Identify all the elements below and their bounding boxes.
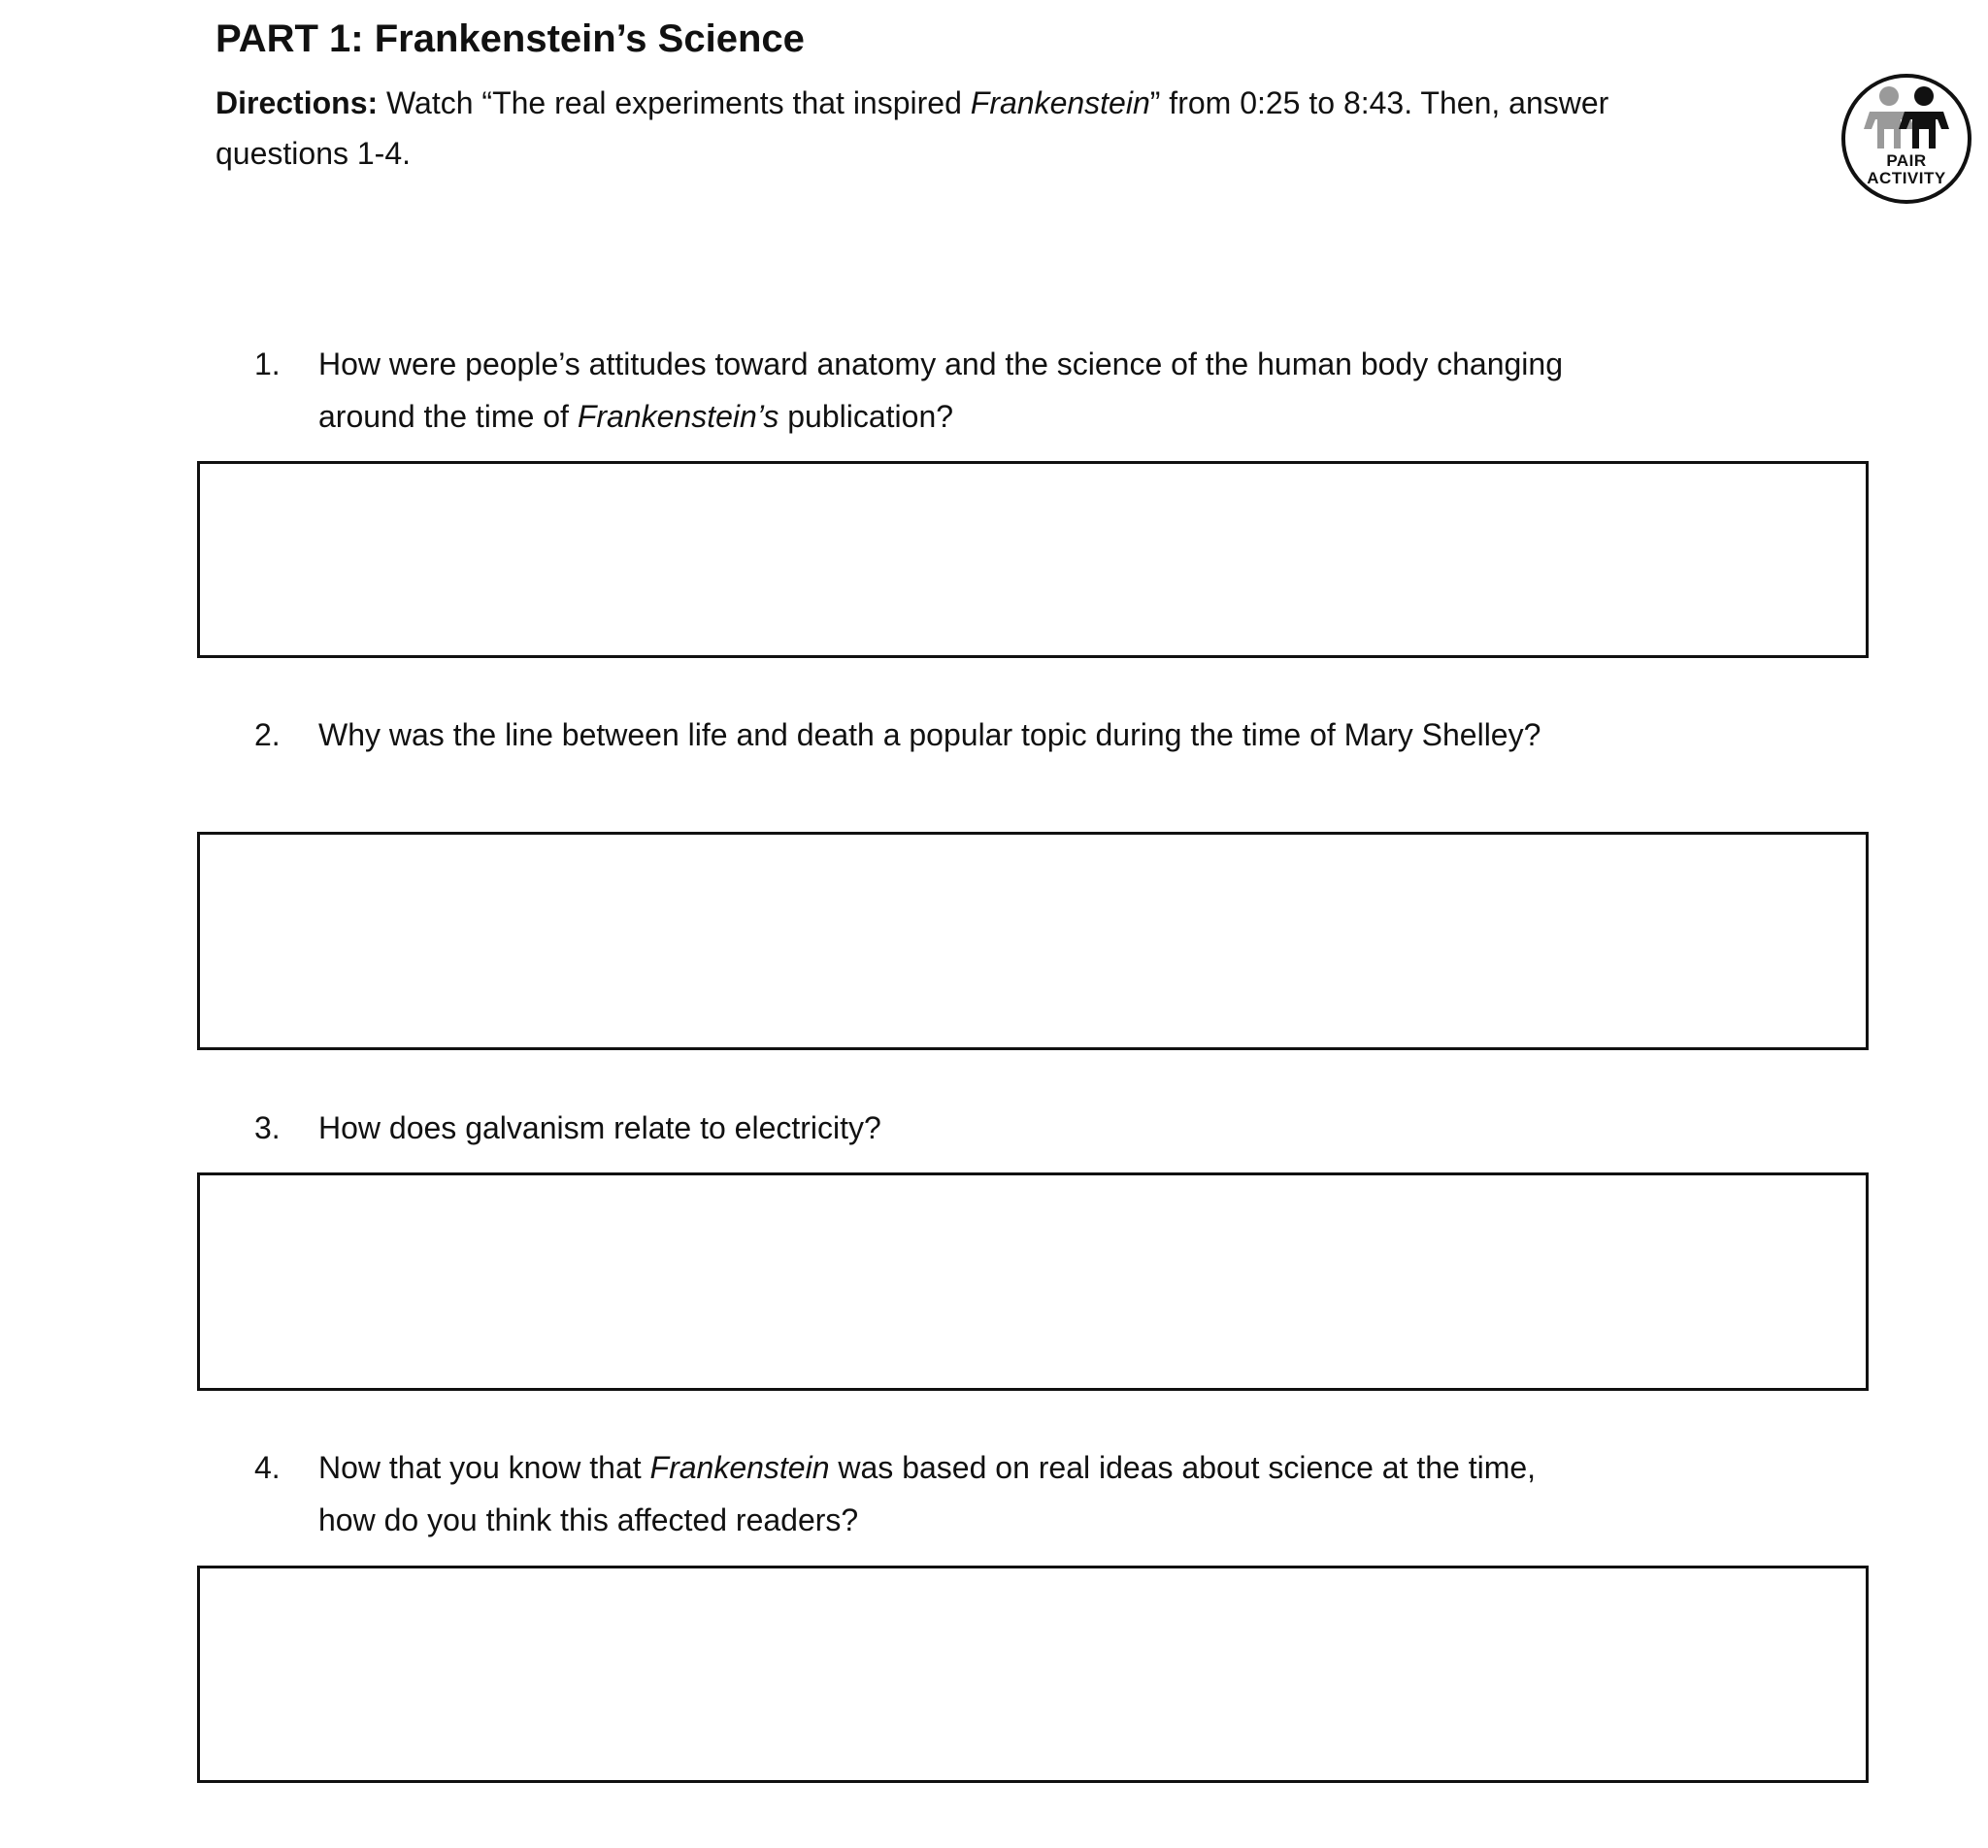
question-4 [254,1441,1574,1546]
directions-text-1: Watch “The real experiments that inspired [378,85,971,120]
question-italic-title: Frankenstein [649,1450,830,1485]
answer-box-3[interactable] [197,1172,1869,1391]
question-text-part: was based on real ideas about science at the time, how do you think this affected readers? [318,1450,1537,1537]
question-number: 3. [254,1110,281,1145]
question-2 [254,709,1574,761]
question-text-part: How does galvanism relate to electricity? [318,1110,881,1145]
question-text-part: publication? [779,399,954,434]
question-number: 2. [254,717,281,752]
page-title: PART 1: Frankenstein’s Science [215,17,805,60]
directions-label: Directions: [215,85,379,120]
question-italic-title: Frankenstein’s [577,399,779,434]
question-text-part: Now that you know that [318,1450,650,1485]
question-text [318,1102,1574,1154]
question-1 [254,338,1574,443]
answer-box-4[interactable] [197,1566,1869,1783]
question-3 [254,1102,1574,1154]
question-text [318,338,1574,443]
pair-activity-label-line2: ACTIVITY [1867,169,1946,187]
answer-box-2[interactable] [197,832,1869,1050]
pair-activity-label [1840,152,1972,187]
pair-activity-label-line1: PAIR [1886,151,1927,170]
pair-activity-badge [1840,73,1972,205]
question-text [318,1441,1574,1546]
question-number: 4. [254,1450,281,1485]
question-text-part: Why was the line between life and death a popular topic during the time of Mary Shelley? [318,717,1541,752]
question-text-part: How were people’s attitudes toward anatomy and the science of the human body changing around the time of [318,346,1563,434]
directions-text-2: ” from 0:25 to 8:43. Then, answer questions 1-4. [215,85,1609,171]
directions-italic-title: Frankenstein [970,85,1150,120]
question-text [318,709,1574,761]
question-number: 1. [254,346,281,381]
directions [215,78,1730,179]
answer-box-1[interactable] [197,461,1869,658]
